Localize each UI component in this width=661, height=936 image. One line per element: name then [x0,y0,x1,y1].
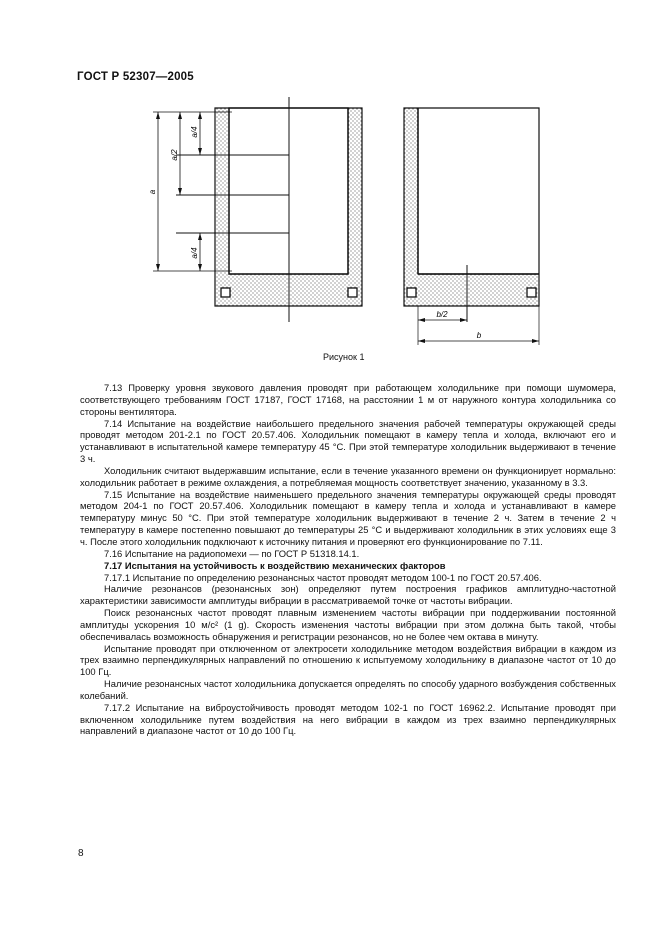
paragraph-7-17-2: 7.17.2 Испытание на виброустойчивость проводят методом 102-1 по ГОСТ 16962.2. Испытание проводят при включенном холодильнике путем воздействия на него вибрации в каждом из трех взаимно перпендикулярных направлений в диапазоне частот от 10 до 100 Гц. [80,701,616,737]
side-view-drawing [404,108,539,345]
page-number: 8 [78,848,84,859]
paragraph-7-15: 7.15 Испытание на воздействие наименьшего предельного значения температуры окружающей среды проводят методом 204-1 по ГОСТ 20.57.406. Холодильник помещают в камеру тепла и холода и устанавливают в камере температуру минус 50 °С. При этой температуре холодильник выдерживают в течение 2 ч. Затем в течение 2 ч температуру в камере постепенно повышают до температуры 25 °С и выдерживают холодильник в этих условиях еще 3 ч. После этого холодильник подключают к источнику питания и проверяют его функционирование по 7.11. [80,488,616,547]
dimension-label-b-half: b/2 [436,310,448,319]
figure-1-drawing [0,0,661,360]
front-view-drawing [148,97,362,322]
dimension-label-a: a [148,189,157,195]
sensor-marker [527,288,536,297]
paragraph: Наличие резонансных частот холодильника допускается определять по способу ударного возбуждения собственных колебаний. [80,678,616,701]
paragraph: Холодильник считают выдержавшим испытание, если в течение указанного времени он функционирует нормально: холодильник работает в режиме охлаждения, а потребляемая мощность соответствует значению, указанному в 3.3. [80,464,616,488]
dimension-label-b: b [476,331,482,340]
document-header: ГОСТ Р 52307—2005 [77,71,194,83]
side-view-insulation [404,108,539,306]
paragraph-7-16: 7.16 Испытание на радиопомехи — по ГОСТ Р 51318.14.1. [104,547,360,559]
paragraph-7-17-1: 7.17.1 Испытание по определению резонансных частот проводят методом 100-1 по ГОСТ 20.57.406. [104,571,542,583]
paragraph-7-13: 7.13 Проверку уровня звукового давления проводят при работающем холодильнике при помощи шумомера, соответствующего требованиям ГОСТ 17187, ГОСТ 17168, на расстоянии 1 м от наружного контура холодильника со стороны вентилятора. [80,382,616,417]
paragraph: Поиск резонансных частот проводят плавным изменением частоты вибрации при поддерживании постоянной амплитуды ускорения 10 м/с² (1 g). Скорость изменения частоты вибрации при этом должна быть такой, чтобы обеспечивалась возможность обнаружения и регистрации резонансов, но не более чем октава в минуту. [80,607,616,642]
dimension-label-a-quarter-top: a/4 [190,126,199,138]
sensor-marker [221,288,230,297]
section-heading-7-17: 7.17 Испытания на устойчивость к воздействию механических факторов [104,559,446,571]
paragraph: Наличие резонансов (резонансных зон) определяют путем построения графиков амплитудно-частотной характеристики зависимости амплитуды вибрации в рассматриваемой точке от частоты вибрации. [80,583,616,607]
body-text [80,382,616,737]
dimension-label-a-half: a/2 [170,149,179,161]
sensor-marker [348,288,357,297]
paragraph: Испытание проводят при отключенном от электросети холодильнике методом воздействия вибрации в каждом из трех взаимно перпендикулярных направлений по отношению к испытуемому холодильнику в диапазоне частот от 10 до 100 Гц. [80,642,616,678]
figure-caption: Рисунок 1 [323,352,365,362]
paragraph-7-14: 7.14 Испытание на воздействие наибольшего предельного значения рабочей температуры окружающей среды проводят методом 201-2.1 по ГОСТ 20.57.406. Холодильник помещают в камеру тепла и холода, включают его и устанавливают в испытательной камере температуру 45 °С. При этой температуре холодильник выдерживают в течение 3 ч. [80,417,616,465]
dimension-label-a-quarter-bottom: a/4 [190,247,199,259]
sensor-marker [407,288,416,297]
